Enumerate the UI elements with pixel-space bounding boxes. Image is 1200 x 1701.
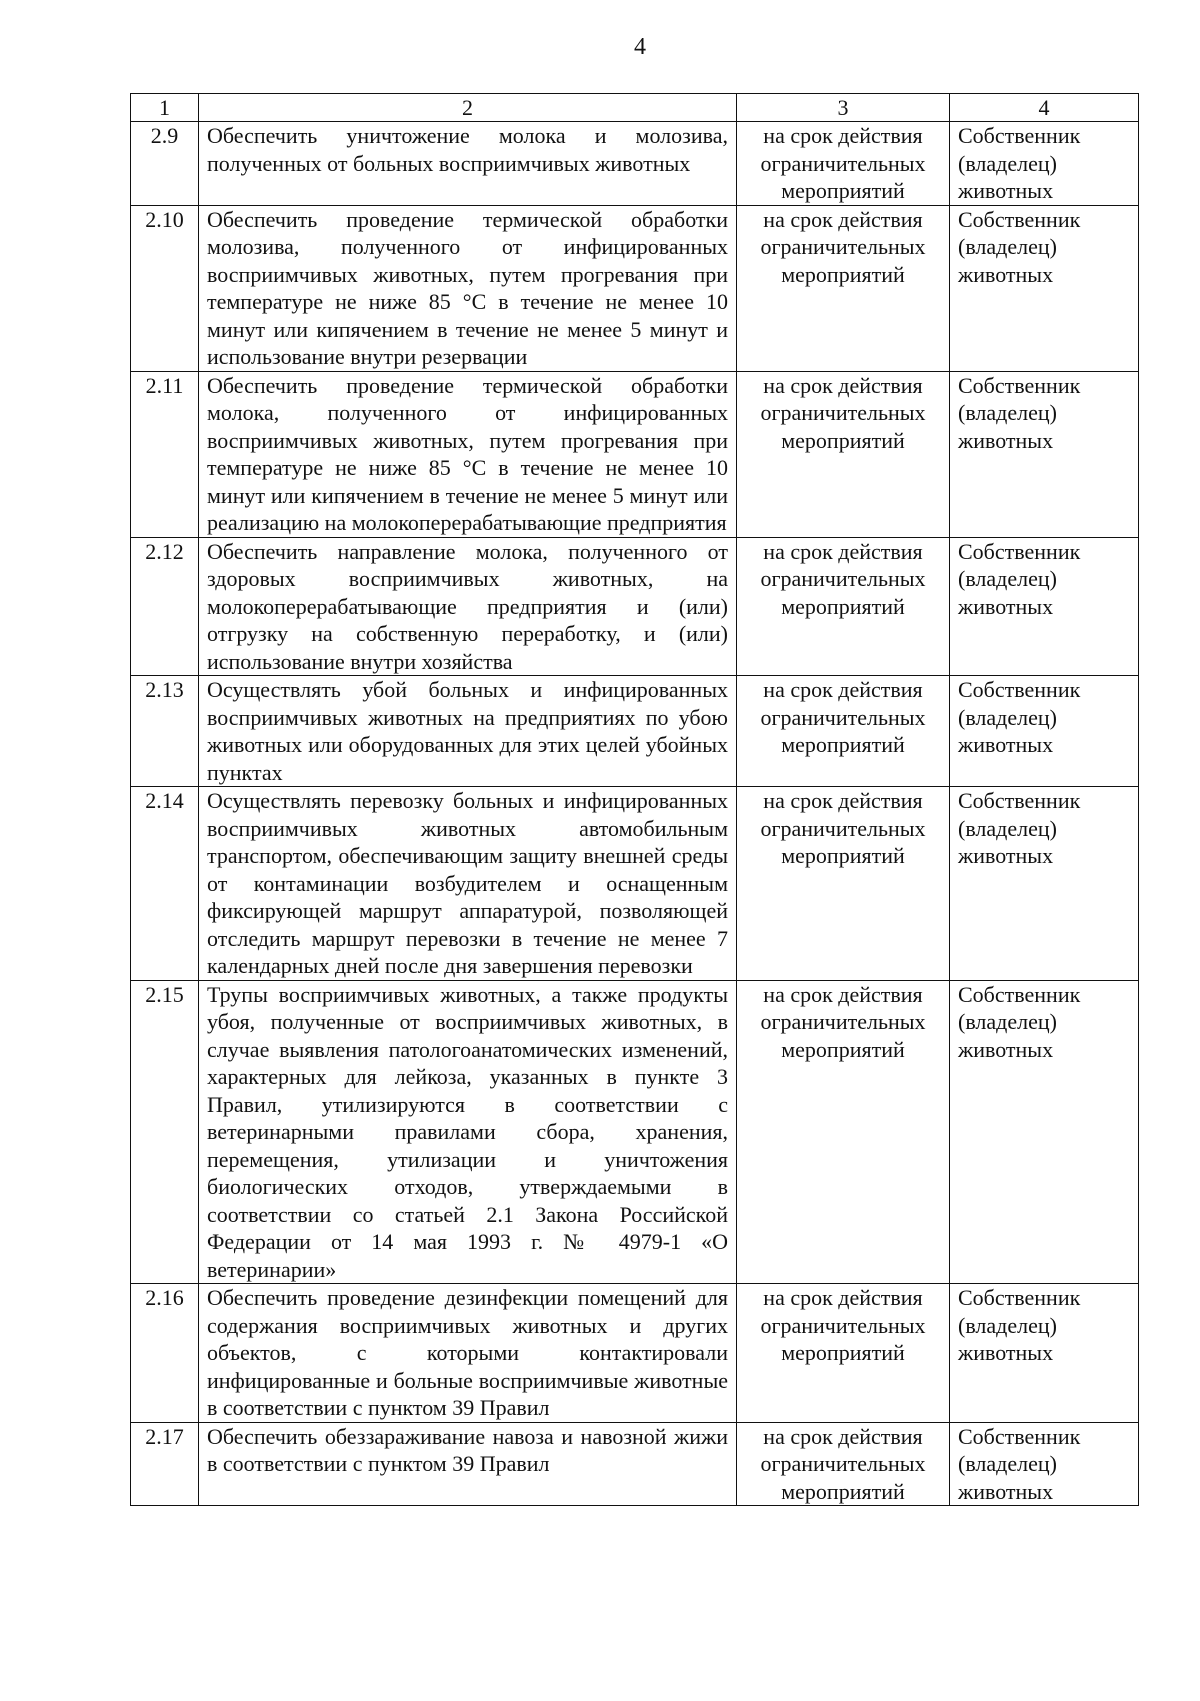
measure-text: Обеспечить направление молока, полученного от здоровых восприимчивых животных, на молокоперерабатывающие предприятия и (или) отгрузку на собственную переработку, и (или) использование внутри хозяйства: [199, 537, 737, 676]
deadline-cell: [737, 1284, 950, 1423]
deadline-cell: [737, 980, 950, 1284]
deadline-line: мероприятий: [781, 843, 905, 868]
responsible-line: Собственник: [958, 677, 1081, 702]
responsible-line: (владелец): [958, 1009, 1057, 1034]
measure-text: Обеспечить проведение дезинфекции помещений для содержания восприимчивых животных и других объектов, с которыми контактировали инфицированные и больные восприимчивые животные в соответствии с пунктом 39 Правил: [199, 1284, 737, 1423]
deadline-line: мероприятий: [781, 1036, 905, 1062]
deadline-cell: [737, 1422, 950, 1506]
deadline-line: мероприятий: [781, 1478, 905, 1504]
responsible-line: животных: [958, 843, 1054, 868]
deadline-line: на срок действия: [763, 538, 923, 564]
deadline-line: на срок действия: [763, 206, 923, 232]
responsible-line: животных: [958, 1340, 1054, 1365]
measure-text: Обеспечить проведение термической обработки молозива, полученного от инфицированных восприимчивых животных, путем прогревания при температуре не ниже 85 °С в течение не менее 10 минут или кипячением в течение не менее 5 минут и использование внутри резервации: [199, 205, 737, 371]
page-number: 4: [634, 34, 646, 60]
deadline-line: ограничительных: [760, 234, 926, 259]
deadline-line: на срок действия: [763, 372, 923, 398]
item-number: 2.17: [131, 1422, 199, 1506]
measure-text: Осуществлять убой больных и инфицированных восприимчивых животных на предприятиях по убою животных или оборудованных для этих целей убойных пунктах: [199, 676, 737, 787]
header-row: [131, 94, 1139, 122]
measure-text: Осуществлять перевозку больных и инфицированных восприимчивых животных автомобильным транспортом, обеспечивающим защиту внешней среды от контаминации возбудителем и оснащенным фиксирующей маршрут аппаратурой, позволяющей отследить маршрут перевозки в течение не менее 7 календарных дней после дня завершения перевозки: [199, 787, 737, 981]
measure-text: Обеспечить уничтожение молока и молозива, полученных от больных восприимчивых животных: [199, 122, 737, 206]
deadline-cell: [737, 122, 950, 206]
responsible-line: Собственник: [958, 1285, 1081, 1310]
responsible-line: (владелец): [958, 1451, 1057, 1476]
deadline-line: на срок действия: [763, 1423, 923, 1449]
deadline-line: мероприятий: [781, 1340, 905, 1365]
responsible-line: (владелец): [958, 400, 1057, 425]
deadline-line: мероприятий: [781, 732, 905, 757]
deadline-cell: [737, 205, 950, 371]
responsible-line: (владелец): [958, 704, 1057, 730]
responsible-line: животных: [958, 178, 1054, 203]
measure-text: Трупы восприимчивых животных, а также продукты убоя, полученные от восприимчивых животных, в случае выявления патологоанатомических изменений, характерных для лейкоза, указанных в пункте 3 Правил, утилизируются в соответствии с ветеринарными правилами сбора, хранения, перемещения, утилизации и уничтожения биологических отходов, утверждаемыми в соответствии со статьей 2.1 Закона Российской Федерации от 14 мая 1993 г. № 4979-1 «О ветеринарии»: [199, 980, 737, 1284]
responsible-cell: [950, 787, 1139, 981]
responsible-cell: [950, 1422, 1139, 1506]
deadline-line: на срок действия: [763, 123, 923, 148]
measure-text: Обеспечить проведение термической обработки молока, полученного от инфицированных восприимчивых животных, путем прогревания при температуре не ниже 85 °С в течение не менее 10 минут или кипячением в течение не менее 5 минут или реализацию на молокоперерабатывающие предприятия: [199, 371, 737, 537]
measures-table: [130, 93, 1139, 1506]
responsible-line: (владелец): [958, 566, 1057, 591]
item-number: 2.16: [131, 1284, 199, 1423]
deadline-cell: [737, 787, 950, 981]
deadline-line: на срок действия: [763, 981, 923, 1007]
deadline-line: ограничительных: [760, 1009, 926, 1034]
responsible-line: Собственник: [958, 123, 1081, 148]
deadline-line: ограничительных: [760, 704, 926, 730]
deadline-cell: [737, 537, 950, 676]
responsible-line: Собственник: [958, 788, 1081, 813]
deadline-line: на срок действия: [763, 1285, 923, 1310]
responsible-cell: [950, 122, 1139, 206]
table-row: [131, 1284, 1139, 1423]
table-row: [131, 980, 1139, 1284]
deadline-cell: [737, 371, 950, 537]
deadline-line: мероприятий: [781, 427, 905, 453]
deadline-line: ограничительных: [760, 150, 926, 176]
table-row: [131, 787, 1139, 981]
responsible-line: (владелец): [958, 234, 1057, 259]
deadline-line: ограничительных: [760, 815, 926, 841]
item-number: 2.10: [131, 205, 199, 371]
responsible-cell: [950, 205, 1139, 371]
table-row: [131, 122, 1139, 206]
responsible-line: животных: [958, 1036, 1054, 1062]
responsible-line: животных: [958, 261, 1054, 287]
item-number: 2.14: [131, 787, 199, 981]
table-body: [131, 122, 1139, 1506]
column-header-3: 3: [737, 94, 950, 122]
table-row: [131, 537, 1139, 676]
responsible-line: Собственник: [958, 538, 1081, 564]
responsible-line: (владелец): [958, 150, 1057, 176]
item-number: 2.15: [131, 980, 199, 1284]
responsible-line: животных: [958, 732, 1054, 757]
responsible-line: (владелец): [958, 815, 1057, 841]
responsible-line: Собственник: [958, 1423, 1081, 1449]
responsible-cell: [950, 371, 1139, 537]
deadline-line: мероприятий: [781, 593, 905, 619]
responsible-line: (владелец): [958, 1312, 1057, 1338]
responsible-line: Собственник: [958, 372, 1081, 398]
table-row: [131, 205, 1139, 371]
responsible-cell: [950, 1284, 1139, 1423]
deadline-line: ограничительных: [760, 400, 926, 425]
responsible-cell: [950, 537, 1139, 676]
responsible-line: животных: [958, 1478, 1054, 1504]
column-header-4: 4: [950, 94, 1139, 122]
item-number: 2.12: [131, 537, 199, 676]
table-row: [131, 676, 1139, 787]
deadline-line: ограничительных: [760, 1312, 926, 1338]
measure-text: Обеспечить обеззараживание навоза и навозной жижи в соответствии с пунктом 39 Правил: [199, 1422, 737, 1506]
column-header-2: 2: [199, 94, 737, 122]
responsible-line: Собственник: [958, 981, 1081, 1007]
table-row: [131, 1422, 1139, 1506]
deadline-cell: [737, 676, 950, 787]
item-number: 2.11: [131, 371, 199, 537]
deadline-line: на срок действия: [763, 788, 923, 813]
responsible-line: животных: [958, 427, 1054, 453]
item-number: 2.13: [131, 676, 199, 787]
responsible-cell: [950, 980, 1139, 1284]
table-row: [131, 371, 1139, 537]
deadline-line: ограничительных: [760, 566, 926, 591]
item-number: 2.9: [131, 122, 199, 206]
column-header-1: 1: [131, 94, 199, 122]
deadline-line: на срок действия: [763, 677, 923, 702]
deadline-line: мероприятий: [781, 178, 905, 203]
responsible-line: животных: [958, 593, 1054, 619]
responsible-line: Собственник: [958, 206, 1081, 232]
responsible-cell: [950, 676, 1139, 787]
deadline-line: мероприятий: [781, 261, 905, 287]
deadline-line: ограничительных: [760, 1451, 926, 1476]
